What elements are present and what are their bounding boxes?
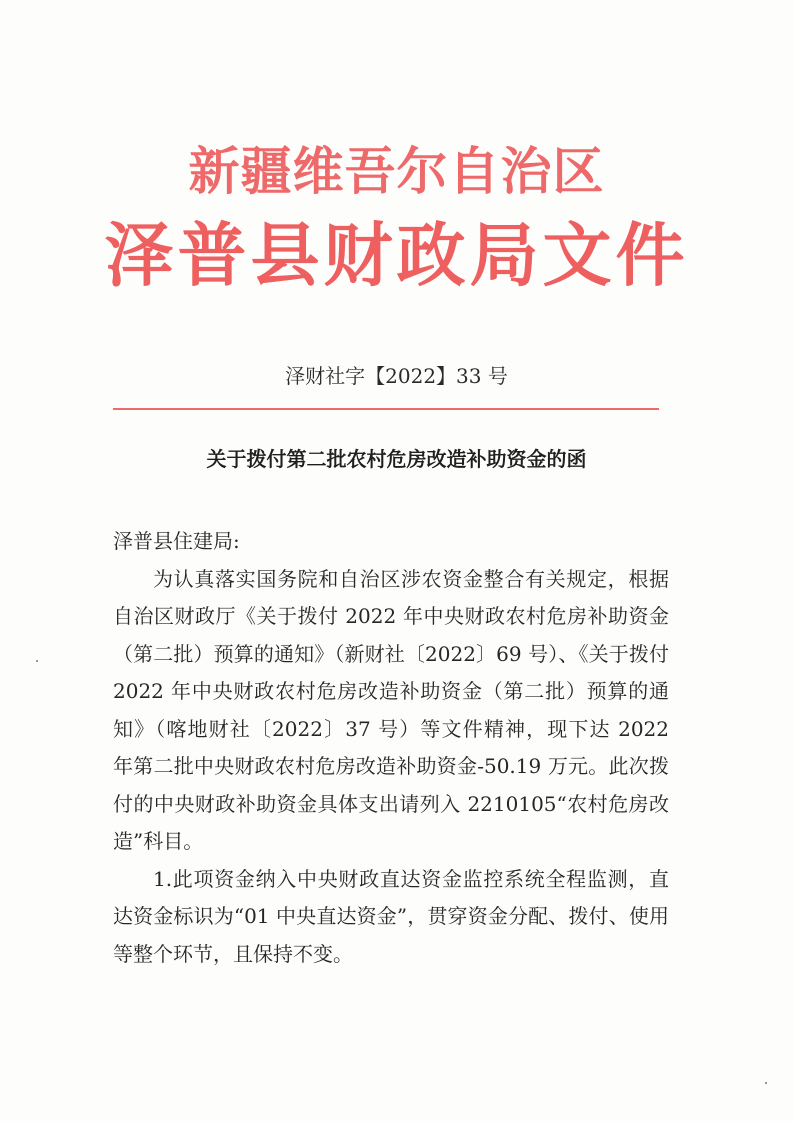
document-number: 泽财社字【2022】33 号 [285,364,508,388]
body-paragraph-2: 1.此项资金纳入中央财政直达资金监控系统全程监测，直达资金标识为“01 中央直达资金”，贯穿资金分配、拨付、使用等整个环节，且保持不变。 [113,866,669,966]
scan-speck [765,1082,767,1084]
document-body [113,523,669,973]
red-divider-line [113,408,659,410]
salutation: 泽普县住建局: [113,529,240,553]
scan-speck [36,660,38,662]
issuer-region-heading: 新疆维吾尔自治区 [188,143,605,202]
issuer-document-heading: 泽普县财政局文件 [104,216,689,296]
body-paragraph-1: 为认真落实国务院和自治区涉农资金整合有关规定，根据自治区财政厅《关于拨付 2022 年中央财政农村危房补助资金（第二批）预算的通知》（新财社〔2022〕69 号）、《关于拨付 2022 年中央财政农村危房改造补助资金（第二批）预算的通知》（喀地财社〔2022〕37 号）等文件精神，现下达 2022 年第二批中央财政农村危房改造补助资金-50.19 万元。此次拨付的中央财政补助资金具体支出请列入 2210105“农村危房改造”科目。 [113,566,669,853]
document-title: 关于拨付第二批农村危房改造补助资金的函 [206,447,587,471]
